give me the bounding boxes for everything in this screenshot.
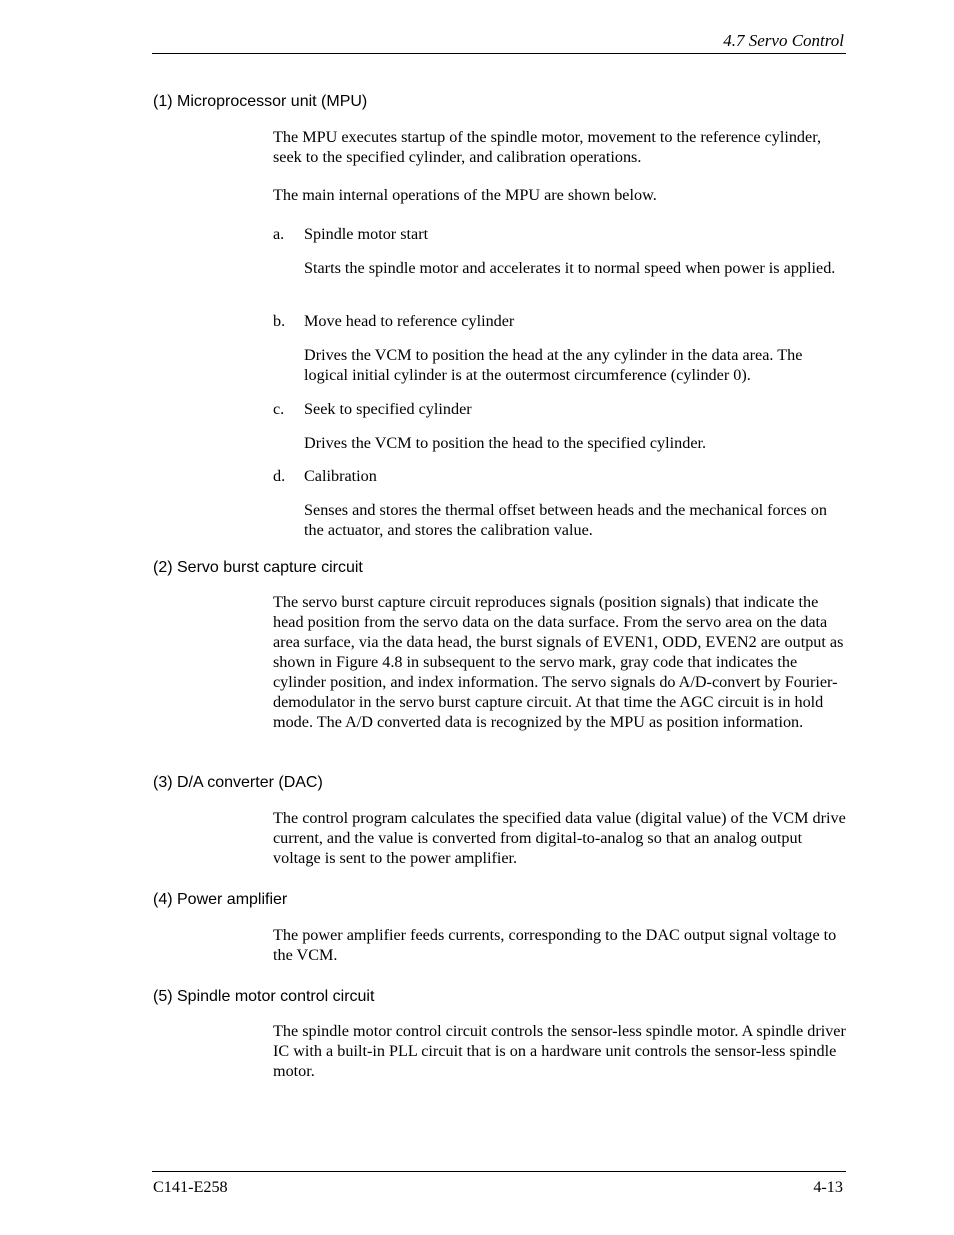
list-item-description: Drives the VCM to position the head to the specified cylinder. bbox=[304, 434, 707, 452]
list-item-description: Senses and stores the thermal offset between heads and the mechanical forces on the actuator, and stores the calibration value. bbox=[304, 501, 827, 539]
paragraph: The control program calculates the specified data value (digital value) of the VCM drive current, and the value is converted from digital-to-analog so that an analog output voltage is sent to the power amplifier. bbox=[273, 809, 846, 867]
section-heading-dac: (3) D/A converter (DAC) bbox=[153, 774, 323, 791]
section-heading-power-amplifier: (4) Power amplifier bbox=[153, 891, 288, 908]
paragraph: The MPU executes startup of the spindle motor, movement to the reference cylinder, seek to the specified cylinder, and calibration operations. bbox=[273, 128, 822, 166]
page-header bbox=[152, 31, 846, 54]
list-item-marker: d. bbox=[273, 467, 286, 485]
list-item-description: Drives the VCM to position the head at the any cylinder in the data area. The logical initial cylinder is at the outermost circumference (cylinder 0). bbox=[304, 346, 803, 384]
list-item-marker: b. bbox=[273, 312, 286, 330]
section-heading-servo-burst: (2) Servo burst capture circuit bbox=[153, 559, 363, 576]
list-item-description: Starts the spindle motor and accelerates it to normal speed when power is applied. bbox=[304, 259, 836, 277]
list-item-marker: a. bbox=[273, 225, 285, 243]
section-heading-spindle-motor: (5) Spindle motor control circuit bbox=[153, 988, 375, 1005]
running-head: 4.7 Servo Control bbox=[723, 31, 844, 50]
document-number: C141-E258 bbox=[153, 1178, 228, 1196]
paragraph: The main internal operations of the MPU are shown below. bbox=[273, 186, 657, 204]
list-item-title: Calibration bbox=[304, 467, 377, 485]
section-heading-mpu: (1) Microprocessor unit (MPU) bbox=[153, 93, 368, 110]
list-item-title: Move head to reference cylinder bbox=[304, 312, 515, 330]
page-number: 4-13 bbox=[813, 1178, 843, 1196]
list-item-title: Seek to specified cylinder bbox=[304, 400, 472, 418]
paragraph: The power amplifier feeds currents, corresponding to the DAC output signal voltage to the VCM. bbox=[273, 926, 837, 964]
paragraph: The spindle motor control circuit controls the sensor-less spindle motor. A spindle driver IC with a built-in PLL circuit that is on a hardware unit controls the sensor-less spindle motor. bbox=[273, 1022, 846, 1080]
list-item-marker: c. bbox=[273, 400, 285, 418]
page-footer bbox=[152, 1171, 846, 1202]
list-item-title: Spindle motor start bbox=[304, 225, 429, 243]
paragraph: The servo burst capture circuit reproduces signals (position signals) that indicate the head position from the servo data on the data surface. From the servo area on the data area surface, via the data head, the burst signals of EVEN1, ODD, EVEN2 are output as shown in Figure 4.8 in subsequent to the servo mark, gray code that indicates the cylinder position, and index information. The servo signals do A/D-convert by Fourier-demodulator in the servo burst capture circuit. At that time the AGC circuit is in hold mode. The A/D converted data is recognized by the MPU as position information. bbox=[273, 593, 844, 731]
